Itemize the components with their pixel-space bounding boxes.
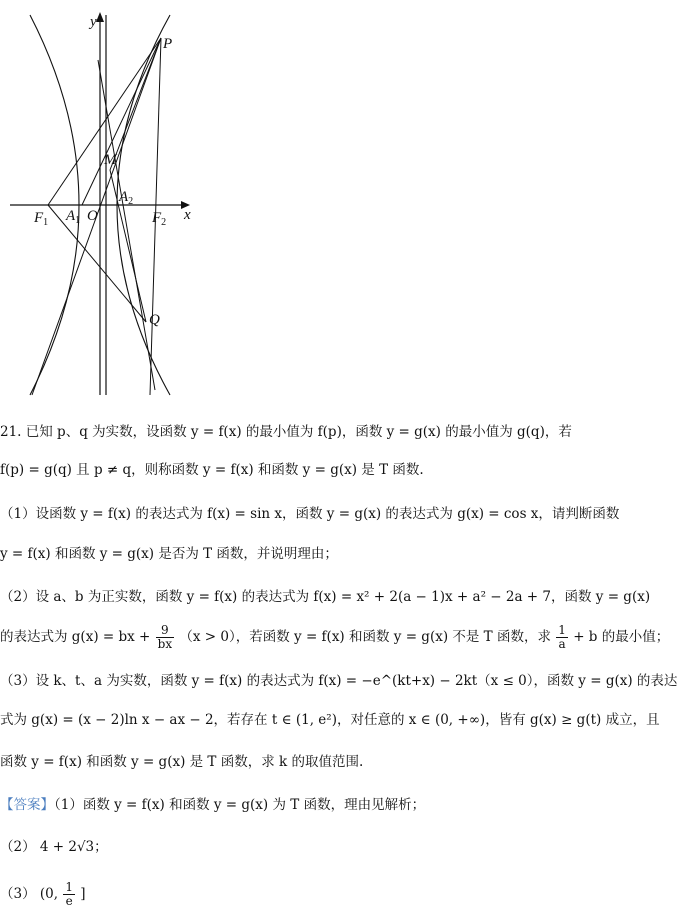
part3-line-1: （3）设 k、t、a 为实数，函数 y = f(x) 的表达式为 f(x) = −e^(kt+x) − 2kt（x ≤ 0），函数 y = g(x) 的表达 [0,673,677,689]
answer-3-suffix: ] [80,886,86,902]
point-A2-label: $A_2$ [119,189,134,207]
line-P-M [110,38,161,170]
part2-line-2 [0,622,669,652]
origin-O-label: O [87,208,98,224]
part2-text-c: + b 的最小值； [573,629,670,645]
part3-line-3: 函数 y = f(x) 和函数 y = g(x) 是 T 函数，求 k 的取值范围. [0,754,364,770]
answer-tag: 【答案】 [0,797,54,813]
y-axis-arrow [96,12,104,22]
point-Q-label: Q [149,312,160,328]
part3-line-2: 式为 g(x) = (x − 2)ln x − ax − 2，若存在 t ∈ (1, e²)，对任意的 x ∈ (0, +∞)，皆有 g(x) ≥ g(t) 成立，且 [0,712,660,728]
part1-line-2: y = f(x) 和函数 y = g(x) 是否为 T 函数，并说明理由； [0,546,338,562]
hyperbola-figure [0,0,200,400]
answer-line-2: （2） 4 + 2√3； [0,839,108,855]
problem-line-2: f(p) = g(q) 且 p ≠ q，则称函数 y = f(x) 和函数 y = g(x) 是 T 函数. [0,462,424,478]
y-axis-label: y [90,14,97,30]
part1-line-1: （1）设函数 y = f(x) 的表达式为 f(x) = sin x，函数 y = g(x) 的表达式为 g(x) = cos x，请判断函数 [0,506,620,522]
point-F2-label: $F_2$ [152,210,167,228]
answer-line-3 [0,878,86,910]
part2-text-b: （x > 0），若函数 y = f(x) 和函数 y = g(x) 不是 T 函数，求 [179,629,551,645]
answer-line-1 [0,796,425,814]
answer-3-prefix: （3） (0, [0,886,59,902]
line-P-F1 [48,38,161,205]
x-axis-label: x [184,207,191,223]
point-P-label: P [163,36,173,52]
point-F1-label: $F_1$ [34,210,49,228]
part2-text-a: 的表达式为 g(x) = bx + [0,629,151,645]
fraction-1-over-e: $\frac{1}{e}$ [65,880,73,908]
problem-line-1: 21. 已知 p、q 为实数，设函数 y = f(x) 的最小值为 f(p)，函数 y = g(x) 的最小值为 g(q)，若 [0,424,572,440]
fraction-9-over-bx: $\frac{9}{bx}$ [157,623,173,651]
fraction-1-over-a: $\frac{1}{a}$ [558,623,566,651]
point-A1-label: $A_1$ [66,208,81,226]
point-M-label: M [104,152,117,168]
line-P-A1 [82,38,161,205]
answer-1-text: （1）函数 y = f(x) 和函数 y = g(x) 为 T 函数，理由见解析； [54,797,426,813]
part2-line-1: （2）设 a、b 为正实数，函数 y = f(x) 的表达式为 f(x) = x² + 2(a − 1)x + a² − 2a + 7，函数 y = g(x) [0,589,651,605]
